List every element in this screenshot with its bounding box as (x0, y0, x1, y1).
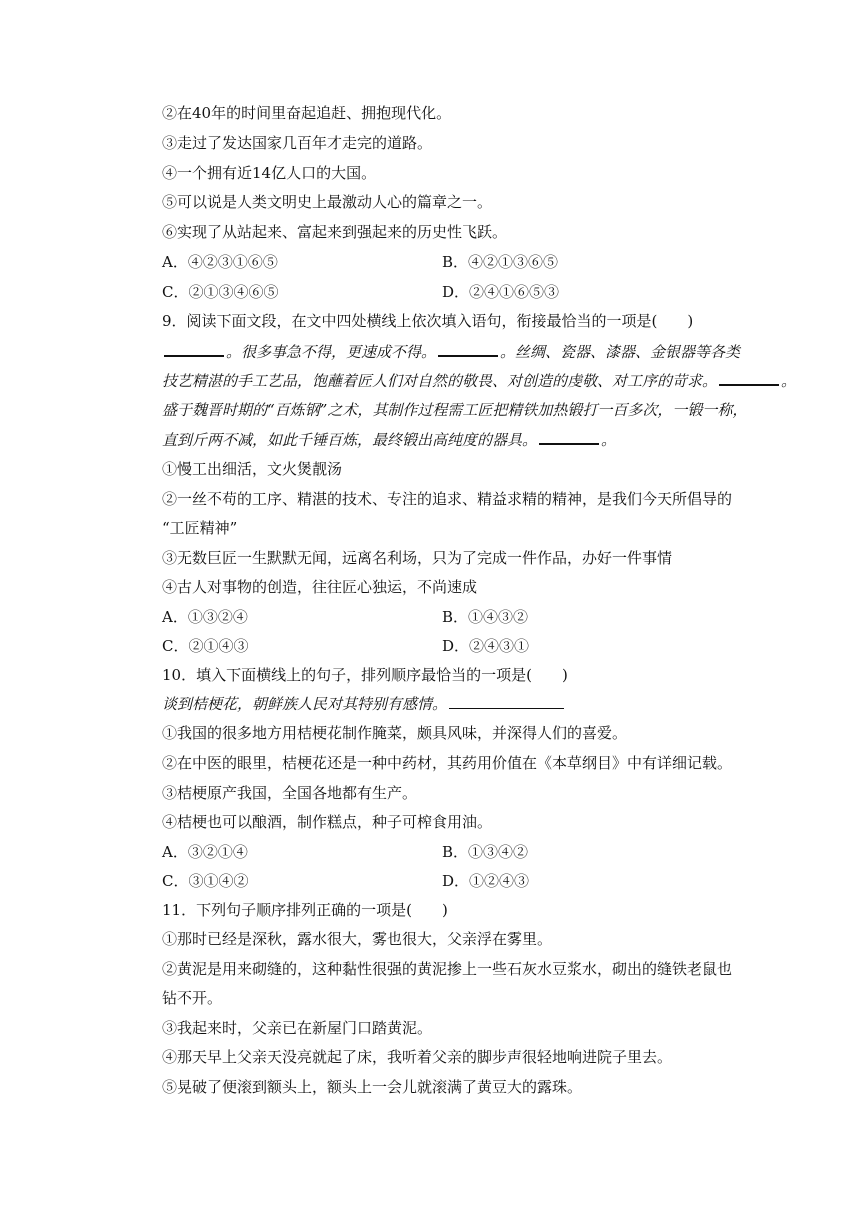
q9-choice-2a: ②一丝不苟的工序、精湛的技术、专注的追求、精益求精的精神，是我们今天所倡导的 (162, 490, 733, 508)
q10-choice-3: ③桔梗原产我国，全国各地都有生产。 (162, 784, 418, 802)
q8-sentence-5: ⑤可以说是人类文明史上最激动人心的篇章之一。 (162, 193, 493, 211)
q11-choice-3: ③我起来时，父亲已在新屋门口踏黄泥。 (162, 1019, 433, 1037)
q11-choice-4: ④那天早上父亲天没亮就起了床，我听着父亲的脚步声很轻地响进院子里去。 (162, 1048, 673, 1066)
q9-option-a: A．①③②④ (162, 608, 248, 626)
q10-option-d: D．①②④③ (442, 872, 530, 890)
q10-choice-2: ②在中医的眼里，桔梗花还是一种中药材，其药用价值在《本草纲目》中有详细记载。 (162, 754, 733, 772)
q10-choice-1: ①我国的很多地方用桔梗花制作腌菜，颇具风味，并深得人们的喜爱。 (162, 724, 628, 742)
q9-passage-text-2a: 技艺精湛的手工艺品，饱蘸着匠人们对自然的敬畏、对创造的虔敬、对工序的苛求。 (162, 372, 718, 390)
q9-blank-2 (438, 341, 498, 357)
q8-option-b: B．④②①③⑥⑤ (442, 253, 559, 271)
q9-choice-2b: “工匠精神” (162, 519, 238, 537)
q8-sentence-4: ④一个拥有近14亿人口的大国。 (162, 164, 377, 182)
q9-option-c: C．②①④③ (162, 637, 249, 655)
q9-option-b: B．①④③② (442, 608, 529, 626)
q10-option-a: A．③②①④ (162, 843, 248, 861)
q11-choice-2a: ②黄泥是用来砌缝的，这种黏性很强的黄泥掺上一些石灰水豆浆水，砌出的缝铁老鼠也 (162, 960, 733, 978)
q9-passage-text-2b: 。 (781, 372, 797, 390)
q11-choice-5: ⑤晃破了便滚到额头上，额头上一会儿就滚满了黄豆大的露珠。 (162, 1078, 583, 1096)
q8-sentence-3: ③走过了发达国家几百年才走完的道路。 (162, 134, 433, 152)
q10-blank (449, 694, 564, 709)
q8-sentence-6: ⑥实现了从站起来、富起来到强起来的历史性飞跃。 (162, 223, 508, 241)
q9-passage-text-4b: 。 (601, 431, 617, 449)
q9-passage-text-1b: 。丝绸、瓷器、漆器、金银器等各类 (500, 343, 741, 361)
q9-choice-4: ④古人对事物的创造，往往匠心独运，不尚速成 (162, 578, 478, 596)
q11-stem: 11．下列句子顺序排列正确的一项是( ) (162, 901, 448, 919)
q11-choice-1: ①那时已经是深秋，露水很大，雾也很大，父亲浮在雾里。 (162, 930, 553, 948)
q10-stem: 10．填入下面横线上的句子，排列顺序最恰当的一项是( ) (162, 666, 568, 684)
q10-lead-text: 谈到桔梗花，朝鲜族人民对其特别有感情。 (162, 695, 448, 713)
q9-option-d: D．②④③① (442, 637, 530, 655)
q9-passage-text-4a: 直到斤两不减，如此千锤百炼，最终锻出高纯度的器具。 (162, 431, 538, 449)
q9-blank-4 (539, 429, 599, 445)
q8-option-d: D．②④①⑥⑤③ (442, 283, 560, 301)
q9-blank-1 (164, 341, 224, 357)
q9-stem: 9．阅读下面文段，在文中四处横线上依次填入语句，衔接最恰当的一项是( ) (162, 312, 694, 330)
q8-sentence-2: ②在40年的时间里奋起追赶、拥抱现代化。 (162, 104, 452, 122)
q9-blank-3 (719, 370, 779, 386)
q9-choice-3: ③无数巨匠一生默默无闻，远离名利场，只为了完成一件作品，办好一件事情 (162, 549, 673, 567)
q10-option-b: B．①③④② (442, 843, 529, 861)
q11-choice-2b: 钻不开。 (162, 989, 223, 1007)
q9-passage-text-1a: 。很多事急不得，更速成不得。 (226, 343, 437, 361)
q10-choice-4: ④桔梗也可以酿酒，制作糕点，种子可榨食用油。 (162, 813, 493, 831)
q8-option-c: C．②①③④⑥⑤ (162, 283, 279, 301)
q9-passage-line-1 (162, 341, 740, 362)
q8-option-a: A．④②③①⑥⑤ (162, 253, 278, 271)
q10-option-c: C．③①④② (162, 872, 249, 890)
q9-choice-1: ①慢工出细活，文火煲靓汤 (162, 460, 343, 478)
q10-lead-line (162, 694, 564, 714)
q9-passage-line-2 (162, 370, 796, 391)
q9-passage-line-4 (162, 429, 616, 450)
q9-passage-line-3: 盛于魏晋时期的“百炼钢”之术，其制作过程需工匠把精铁加热锻打一百多次，一锻一称， (162, 401, 748, 419)
